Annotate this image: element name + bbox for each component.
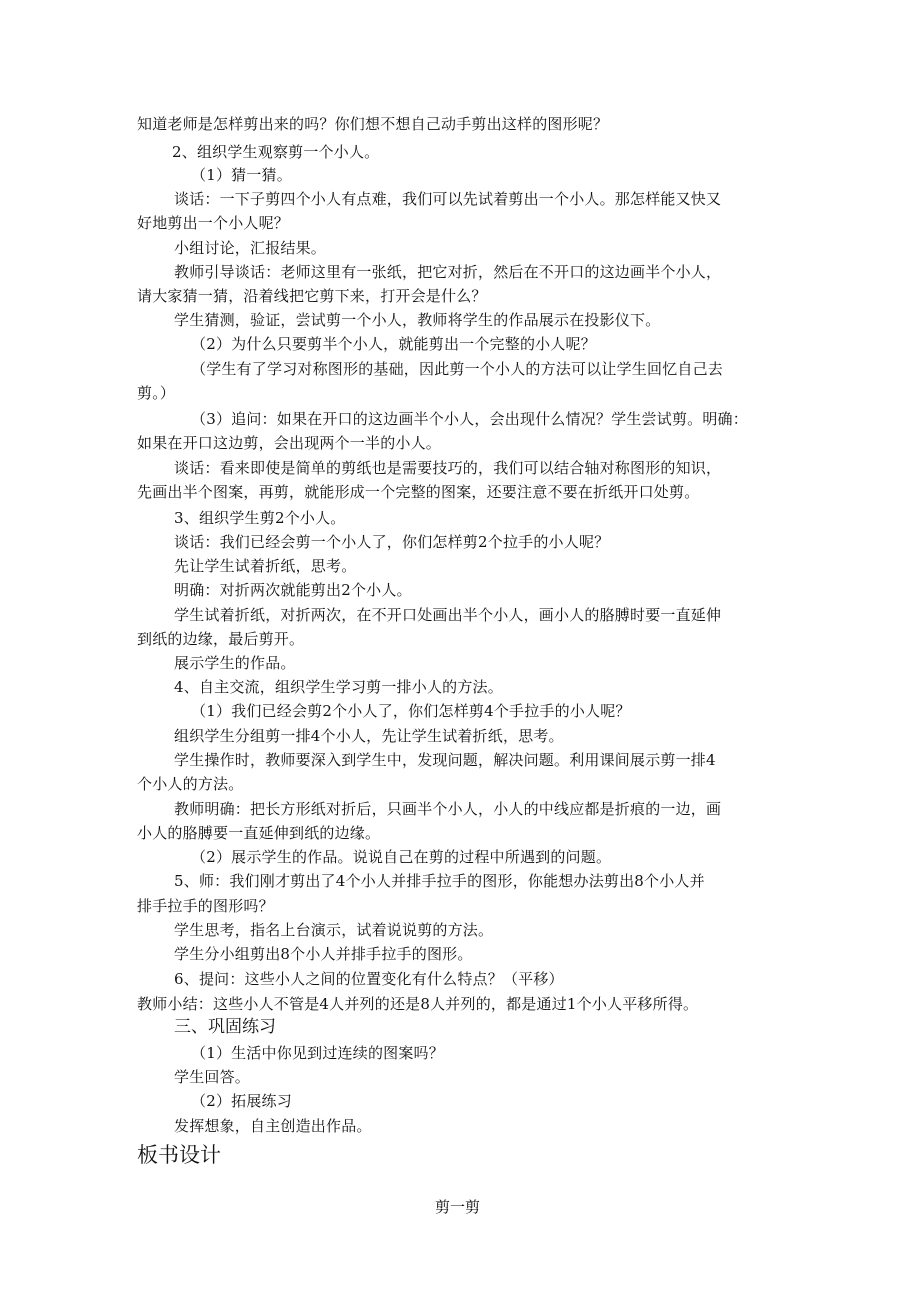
text-line: 3、组织学生剪2个小人。 — [174, 509, 346, 527]
text-line: 学生猜测，验证，尝试剪一个小人，教师将学生的作品展示在投影仪下。 — [174, 311, 661, 329]
text-line: 剪。） — [137, 384, 176, 402]
text-line: 到纸的边缘，最后剪开。 — [137, 630, 305, 648]
text-line: 学生分小组剪出8个小人并排手拉手的图形。 — [174, 945, 473, 963]
text-line: 谈话：我们已经会剪一个小人了，你们怎样剪2个拉手的小人呢？ — [174, 533, 610, 551]
text-line: （3）追问：如果在开口的这边画半个小人，会出现什么情况？学生尝试剪。明确： — [191, 410, 748, 428]
text-line: 6、提问：这些小人之间的位置变化有什么特点？（平移） — [174, 970, 564, 988]
text-line: 2、组织学生观察剪一个小人。 — [172, 143, 380, 161]
text-line: 谈话：看来即使是简单的剪纸也是需要技巧的，我们可以结合轴对称图形的知识， — [174, 459, 722, 477]
board-design-heading: 板书设计 — [137, 1143, 221, 1167]
text-line: 发挥想象，自主创造出作品。 — [174, 1117, 372, 1135]
text-line: 5、师：我们刚才剪出了4个小人并排手拉手的图形，你能想办法剪出8个小人并 — [174, 872, 705, 890]
text-line: （1）我们已经会剪2个小人了，你们怎样剪4个手拉手的小人呢？ — [191, 702, 631, 720]
text-line: 教师明确：把长方形纸对折后，只画半个小人，小人的中线应都是折痕的一边，画 — [174, 800, 722, 818]
text-line: 小人的胳膊要一直延伸到纸的边缘。 — [137, 824, 381, 842]
text-line: 学生操作时，教师要深入到学生中，发现问题，解决问题。利用课间展示剪一排4 — [174, 751, 716, 769]
text-line: 组织学生分组剪一排4个小人，先让学生试着折纸，思考。 — [174, 727, 564, 745]
text-line: （2）拓展练习 — [191, 1092, 292, 1110]
text-line: 好地剪出一个小人呢？ — [137, 214, 290, 232]
text-line: 如果在开口这边剪，会出现两个一半的小人。 — [137, 434, 442, 452]
text-line: （2）展示学生的作品。说说自己在剪的过程中所遇到的问题。 — [191, 848, 612, 866]
text-line: （1）猜一猜。 — [191, 166, 292, 184]
text-line: 教师引导谈话：老师这里有一张纸，把它对折，然后在不开口的这边画半个小人， — [174, 263, 722, 281]
text-line: 明确：对折两次就能剪出2个小人。 — [174, 581, 412, 599]
text-line: 小组讨论，汇报结果。 — [174, 239, 327, 257]
text-line: 学生思考，指名上台演示，试着说说剪的方法。 — [174, 921, 494, 939]
text-line: 学生回答。 — [174, 1068, 251, 1086]
text-line: 请大家猜一猜，沿着线把它剪下来，打开会是什么？ — [137, 287, 487, 305]
text-line: （1）生活中你见到过连续的图案吗？ — [191, 1044, 444, 1062]
text-line: 展示学生的作品。 — [174, 654, 296, 672]
text-line: 个小人的方法。 — [137, 775, 244, 793]
section-heading: 三、巩固练习 — [174, 1017, 276, 1037]
board-title: 剪一剪 — [435, 1198, 481, 1216]
text-line: 谈话：一下子剪四个小人有点难，我们可以先试着剪出一个小人。那怎样能又快又 — [174, 190, 722, 208]
text-line: 先让学生试着折纸，思考。 — [174, 557, 357, 575]
text-line: （2）为什么只要剪半个小人，就能剪出一个完整的小人呢？ — [191, 335, 596, 353]
text-line: 排手拉手的图形吗？ — [137, 897, 274, 915]
text-line: 学生试着折纸，对折两次，在不开口处画出半个小人，画小人的胳膊时要一直延伸 — [174, 606, 722, 624]
text-line: （学生有了学习对称图形的基础，因此剪一个小人的方法可以让学生回忆自己去 — [191, 360, 724, 378]
text-line: 先画出半个图案，再剪，就能形成一个完整的图案，还要注意不要在折纸开口处剪。 — [137, 483, 700, 501]
text-line: 知道老师是怎样剪出来的吗？你们想不想自己动手剪出这样的图形呢？ — [137, 115, 609, 133]
text-line: 4、自主交流，组织学生学习剪一排小人的方法。 — [174, 678, 503, 696]
text-line: 教师小结：这些小人不管是4人并列的还是8人并列的，都是通过1个小人平移所得。 — [137, 995, 699, 1013]
